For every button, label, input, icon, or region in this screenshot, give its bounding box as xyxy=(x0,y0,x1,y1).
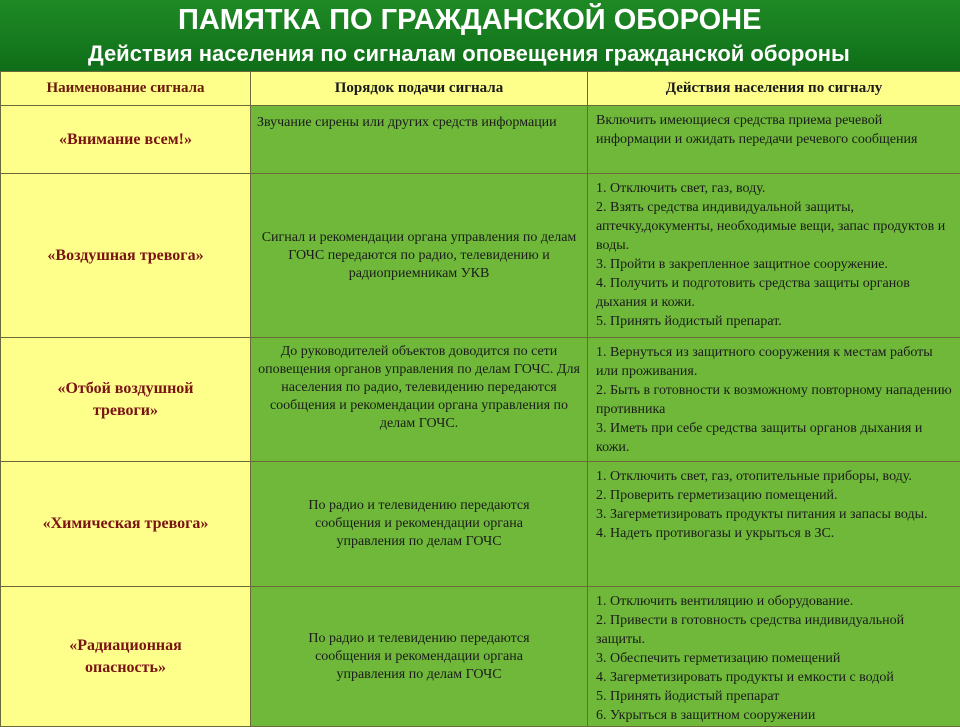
table-header-row xyxy=(1,72,960,106)
column-header-actions: Действия населения по сигналу xyxy=(588,72,960,106)
signal-order-text: По радио и телевидению передаются сообщения и рекомендации органа управления по делам ГОЧС xyxy=(251,497,587,551)
action-item: 1. Вернуться из защитного сооружения к местам работы или проживания. xyxy=(596,343,954,381)
signal-order-text: Сигнал и рекомендации органа управления по делам ГОЧС передаются по радио, телевидению и радиоприемникам УКВ xyxy=(251,229,587,283)
action-item: 4. Надеть противогазы и укрыться в ЗС. xyxy=(596,524,954,543)
signal-order-cell xyxy=(251,174,588,338)
action-item: 1. Отключить свет, газ, отопительные приборы, воду. xyxy=(596,467,954,486)
column-header-order: Порядок подачи сигнала xyxy=(251,72,588,106)
signal-actions-cell xyxy=(588,106,960,174)
page-subtitle: Действия населения по сигналам оповещения гражданской обороны xyxy=(88,41,850,67)
signal-actions-cell xyxy=(588,338,960,462)
signal-order-text: До руководителей объектов доводится по сети оповещения органов управления по делам ГОЧС. Для населения по радио, телевидению передаются сообщения и рекомендации органа управления по делам ГОЧС. xyxy=(251,338,587,433)
action-item: 3. Пройти в закрепленное защитное сооружение. xyxy=(596,255,954,274)
action-item: 2. Проверить герметизацию помещений. xyxy=(596,486,954,505)
signals-table xyxy=(0,71,960,727)
signal-order-text: Звучание сирены или других средств информации xyxy=(251,106,587,132)
action-item: 4. Загерметизировать продукты и емкости с водой xyxy=(596,668,954,687)
signal-order-text: По радио и телевидению передаются сообщения и рекомендации органа управления по делам ГОЧС xyxy=(251,630,587,684)
table-row xyxy=(1,587,960,727)
action-item: 3. Иметь при себе средства защиты органов дыхания и кожи. xyxy=(596,419,954,457)
action-item: 3. Обеспечить герметизацию помещений xyxy=(596,649,954,668)
signal-actions-cell xyxy=(588,174,960,338)
header-banner xyxy=(0,0,960,71)
action-item: 2. Быть в готовности к возможному повторному нападению противника xyxy=(596,381,954,419)
signal-order-cell xyxy=(251,462,588,587)
signal-name: «Химическая тревога» xyxy=(1,513,250,535)
signal-name: «Радиационная опасность» xyxy=(1,635,250,679)
signal-name: «Отбой воздушной тревоги» xyxy=(1,378,250,422)
signal-actions-cell xyxy=(588,587,960,727)
action-item: 3. Загерметизировать продукты питания и запасы воды. xyxy=(596,505,954,524)
signal-name-cell xyxy=(1,106,251,174)
table-row xyxy=(1,106,960,174)
action-item: 2. Взять средства индивидуальной защиты, аптечку,документы, необходимые вещи, запас продуктов и воды. xyxy=(596,198,954,255)
action-item: 2. Привести в готовность средства индивидуальной защиты. xyxy=(596,611,954,649)
page-title: ПАМЯТКА ПО ГРАЖДАНСКОЙ ОБОРОНЕ xyxy=(178,4,761,37)
action-item: Включить имеющиеся средства приема речевой информации и ожидать передачи речевого сообщения xyxy=(596,111,954,149)
action-item: 1. Отключить свет, газ, воду. xyxy=(596,179,954,198)
table-row xyxy=(1,462,960,587)
table-row xyxy=(1,174,960,338)
column-header-signal-name: Наименование сигнала xyxy=(1,72,251,106)
signal-name-cell xyxy=(1,174,251,338)
signal-order-cell xyxy=(251,587,588,727)
signal-actions-cell xyxy=(588,462,960,587)
action-item: 6. Укрыться в защитном сооружении xyxy=(596,706,954,725)
signal-name-cell xyxy=(1,587,251,727)
action-item: 5. Принять йодистый препарат. xyxy=(596,312,954,331)
action-item: 1. Отключить вентиляцию и оборудование. xyxy=(596,592,954,611)
signal-name: «Внимание всем!» xyxy=(1,129,250,151)
signal-name-cell xyxy=(1,338,251,462)
table-row xyxy=(1,338,960,462)
action-item: 5. Принять йодистый препарат xyxy=(596,687,954,706)
signal-order-cell xyxy=(251,106,588,174)
signal-name-cell xyxy=(1,462,251,587)
signal-name: «Воздушная тревога» xyxy=(1,245,250,267)
signal-order-cell xyxy=(251,338,588,462)
action-item: 4. Получить и подготовить средства защиты органов дыхания и кожи. xyxy=(596,274,954,312)
